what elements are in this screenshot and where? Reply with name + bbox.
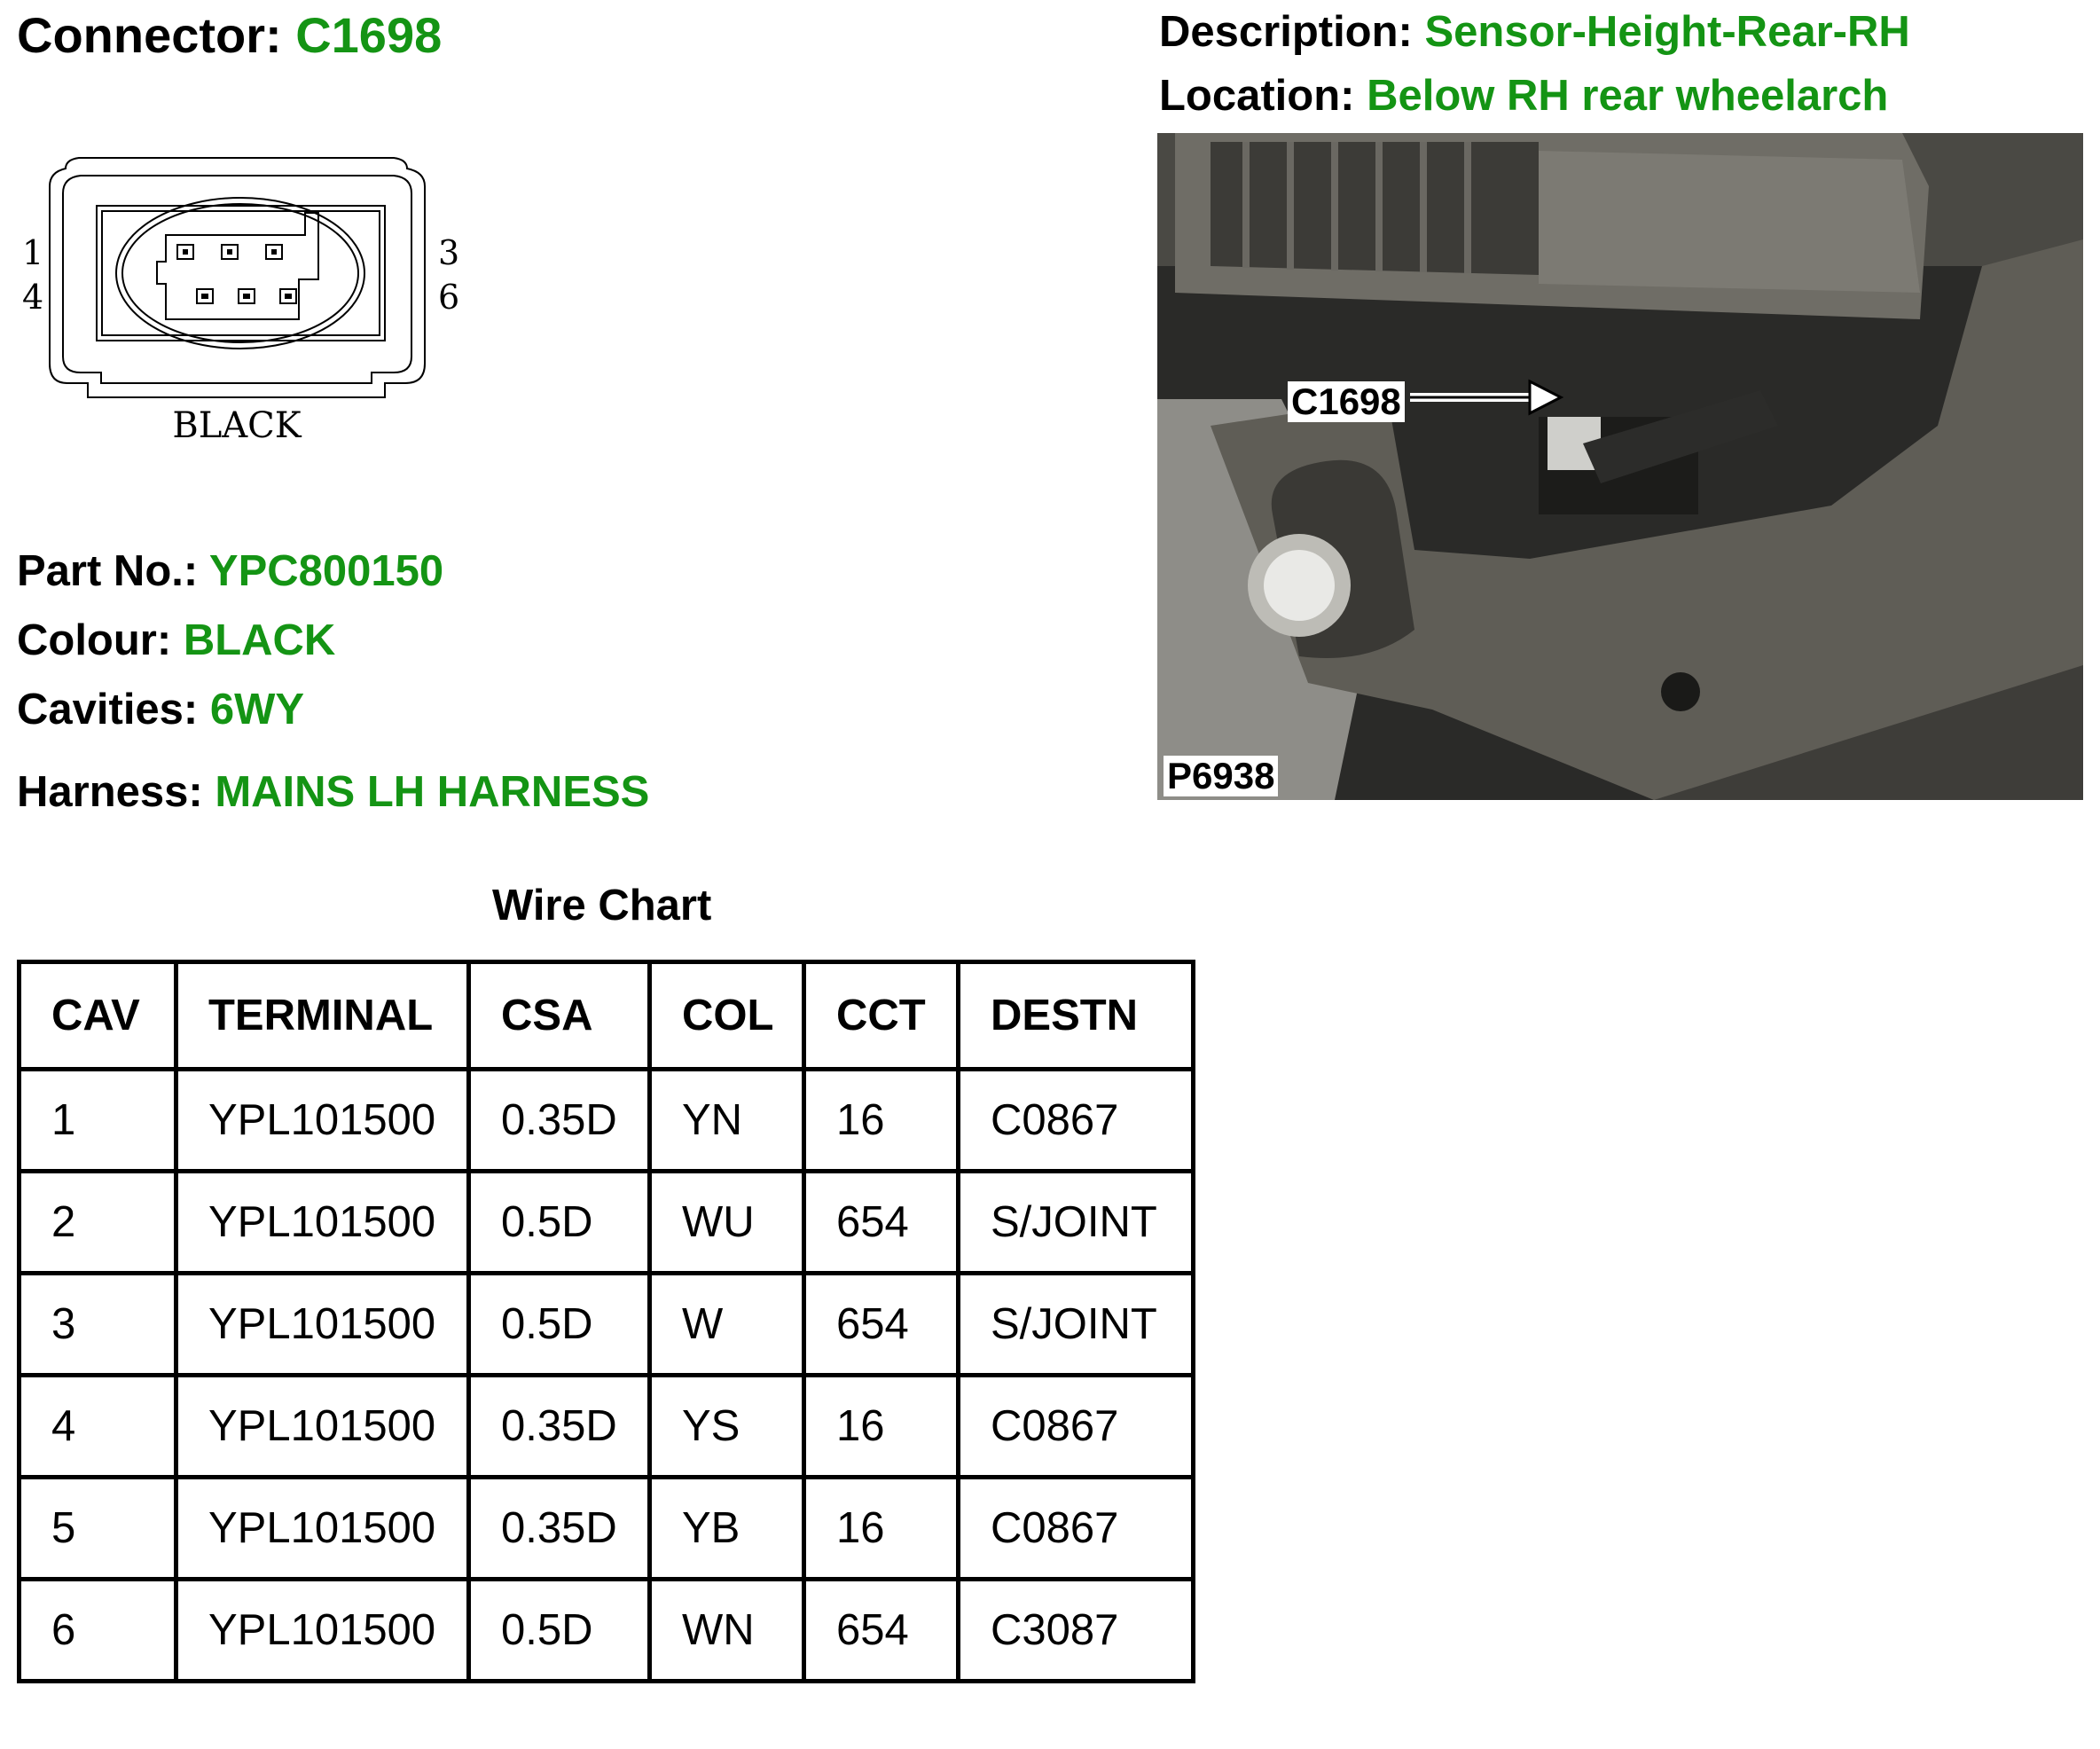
table-row (20, 1070, 1194, 1172)
connector-value: C1698 (295, 7, 443, 63)
location-photo-illustration (1157, 133, 2083, 800)
location-photo (1157, 133, 2083, 800)
table-row (20, 1274, 1194, 1376)
column-header-col: COL (650, 962, 804, 1070)
colour-label: Colour: (17, 616, 172, 664)
cell-destn: S/JOINT (959, 1274, 1194, 1376)
cavities-field (17, 688, 304, 732)
cell-terminal: YPL101500 (176, 1376, 469, 1478)
cell-col: WN (650, 1580, 804, 1682)
part-no-value: YPC800150 (208, 547, 444, 595)
cell-col: W (650, 1274, 804, 1376)
cell-cct: 16 (804, 1070, 959, 1172)
harness-label: Harness: (17, 768, 203, 816)
cell-terminal: YPL101500 (176, 1274, 469, 1376)
cell-csa: 0.5D (469, 1580, 650, 1682)
pin-label-1: 1 (22, 233, 44, 272)
description-value: Sensor-Height-Rear-RH (1424, 8, 1910, 56)
cell-destn: S/JOINT (959, 1172, 1194, 1274)
column-header-cav: CAV (20, 962, 176, 1070)
wire-chart-title: Wire Chart (492, 882, 712, 929)
cell-cct: 654 (804, 1580, 959, 1682)
cell-col: YB (650, 1478, 804, 1580)
photo-callout-label: C1698 (1288, 381, 1405, 422)
cell-col: YN (650, 1070, 804, 1172)
connector-colour-label: BLACK (172, 405, 302, 446)
table-row (20, 1478, 1194, 1580)
cell-cav: 1 (20, 1070, 176, 1172)
location-label: Location: (1159, 72, 1355, 120)
cell-cav: 4 (20, 1376, 176, 1478)
connector-face-diagram (17, 151, 460, 452)
pin-label-6: 6 (438, 278, 460, 317)
cell-col: YS (650, 1376, 804, 1478)
column-header-cct: CCT (804, 962, 959, 1070)
cell-cav: 6 (20, 1580, 176, 1682)
location-field (1159, 72, 1889, 120)
cell-csa: 0.5D (469, 1172, 650, 1274)
description-field (1159, 8, 1910, 56)
column-header-destn: DESTN (959, 962, 1194, 1070)
cell-terminal: YPL101500 (176, 1172, 469, 1274)
cell-destn: C0867 (959, 1070, 1194, 1172)
pin-label-4: 4 (22, 278, 44, 317)
cavities-value: 6WY (209, 686, 305, 733)
cell-csa: 0.5D (469, 1274, 650, 1376)
cell-terminal: YPL101500 (176, 1580, 469, 1682)
cell-cav: 5 (20, 1478, 176, 1580)
cell-destn: C0867 (959, 1376, 1194, 1478)
cell-cct: 654 (804, 1274, 959, 1376)
harness-field (17, 768, 650, 816)
colour-value: BLACK (183, 616, 336, 664)
photo-reference-label: P6938 (1164, 756, 1278, 796)
harness-value: MAINS LH HARNESS (215, 768, 650, 816)
connector-label: Connector: (17, 7, 282, 63)
cell-destn: C3087 (959, 1580, 1194, 1682)
cell-csa: 0.35D (469, 1376, 650, 1478)
table-row (20, 1580, 1194, 1682)
colour-field (17, 616, 336, 664)
cavities-label: Cavities: (17, 686, 199, 733)
part-no-label: Part No.: (17, 547, 199, 595)
column-header-terminal: TERMINAL (176, 962, 469, 1070)
cell-cav: 2 (20, 1172, 176, 1274)
cell-terminal: YPL101500 (176, 1478, 469, 1580)
table-row (20, 1172, 1194, 1274)
table-row (20, 1376, 1194, 1478)
cell-destn: C0867 (959, 1478, 1194, 1580)
part-no-field (17, 547, 444, 595)
pin-label-3: 3 (438, 233, 460, 272)
table-header-row (20, 962, 1194, 1070)
cell-cav: 3 (20, 1274, 176, 1376)
cell-cct: 16 (804, 1376, 959, 1478)
location-value: Below RH rear wheelarch (1367, 72, 1889, 120)
cell-terminal: YPL101500 (176, 1070, 469, 1172)
cell-cct: 16 (804, 1478, 959, 1580)
column-header-csa: CSA (469, 962, 650, 1070)
cell-csa: 0.35D (469, 1478, 650, 1580)
wire-chart-table (17, 960, 1195, 1683)
cell-csa: 0.35D (469, 1070, 650, 1172)
description-label: Description: (1159, 8, 1413, 56)
cell-cct: 654 (804, 1172, 959, 1274)
connector-field (17, 7, 443, 63)
cell-col: WU (650, 1172, 804, 1274)
